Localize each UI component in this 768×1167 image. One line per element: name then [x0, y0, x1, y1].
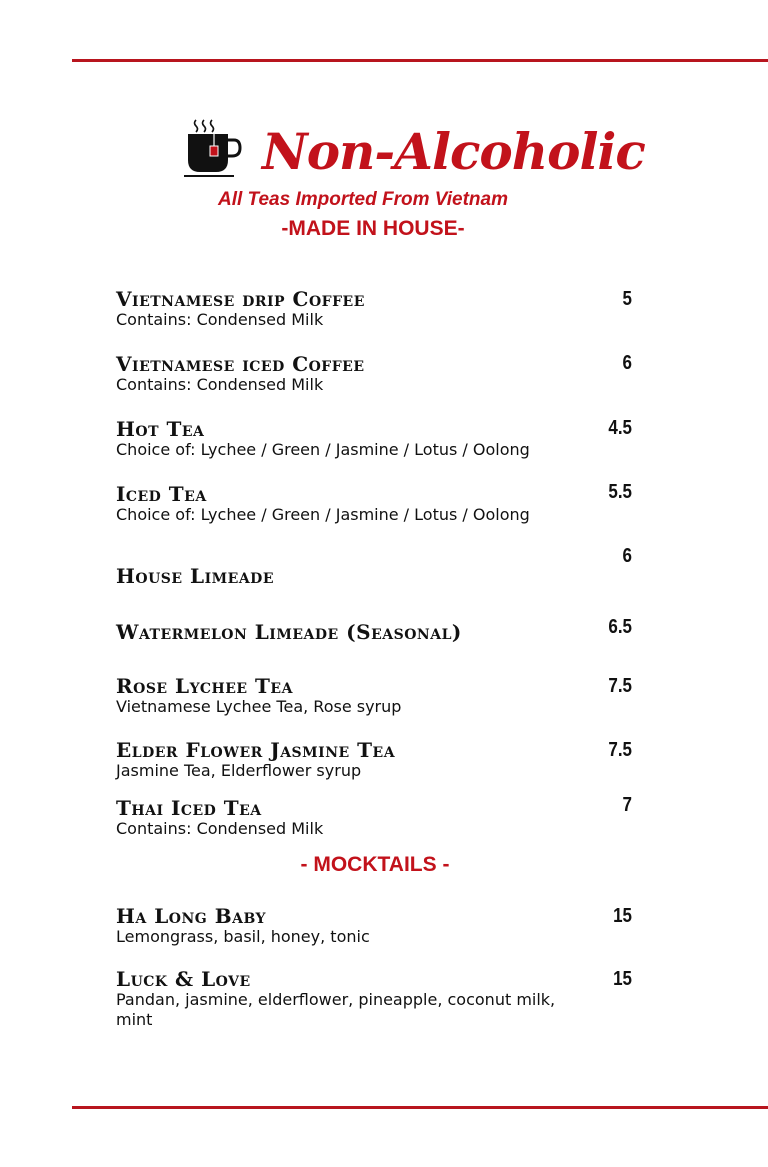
menu-item: [116, 968, 636, 1030]
menu-item: [116, 675, 636, 717]
item-name: Vietnamese drip Coffee: [116, 287, 365, 311]
menu-subtitle: All Teas Imported From Vietnam: [218, 189, 508, 210]
item-name: House Limeade: [116, 564, 274, 588]
item-name: Watermelon Limeade (Seasonal): [116, 620, 462, 644]
item-price: 4.5: [608, 417, 632, 439]
item-name: Thai Iced Tea: [116, 796, 262, 820]
item-price: 5.5: [608, 481, 632, 503]
item-price: 15: [613, 968, 632, 990]
menu-item: [116, 353, 636, 395]
item-price: 15: [613, 905, 632, 927]
item-price: 7.5: [608, 675, 632, 697]
menu-title: Non-Alcoholic: [262, 122, 645, 181]
item-price: 5: [622, 288, 632, 310]
item-name: Hot Tea: [116, 417, 205, 441]
made-in-house-label: -MADE IN HOUSE-: [281, 217, 465, 240]
item-name: Luck & Love: [116, 967, 251, 991]
tea-cup-icon: [184, 116, 244, 180]
menu-item: [116, 418, 636, 460]
item-description: Contains: Condensed Milk: [116, 375, 324, 394]
mocktails-heading: - MOCKTAILS -: [300, 853, 450, 876]
item-price: 6.5: [608, 616, 632, 638]
item-price: 6: [622, 545, 632, 567]
item-price: 6: [622, 352, 632, 374]
menu-item: [116, 288, 636, 330]
item-description: Vietnamese Lychee Tea, Rose syrup: [116, 697, 402, 716]
item-description: Contains: Condensed Milk: [116, 819, 324, 838]
item-name: Rose Lychee Tea: [116, 674, 293, 698]
item-price: 7.5: [608, 739, 632, 761]
item-name: Iced Tea: [116, 482, 207, 506]
menu-item: [116, 565, 636, 587]
item-name: Vietnamese iced Coffee: [116, 352, 365, 376]
item-description: Contains: Condensed Milk: [116, 310, 324, 329]
item-name: Ha Long Baby: [116, 904, 267, 928]
menu-item: [116, 483, 636, 525]
item-name: Elder Flower Jasmine Tea: [116, 738, 396, 762]
menu-item: [116, 739, 636, 781]
menu-item: [116, 905, 636, 947]
item-description: Choice of: Lychee / Green / Jasmine / Lotus / Oolong: [116, 440, 530, 459]
menu-item: [116, 797, 636, 839]
item-price: 7: [622, 794, 632, 816]
bottom-rule: [72, 1106, 768, 1109]
menu-item: [116, 621, 636, 643]
item-description: Lemongrass, basil, honey, tonic: [116, 927, 370, 946]
item-description: Pandan, jasmine, elderflower, pineapple, coconut milk, mint: [116, 990, 556, 1029]
item-description: Jasmine Tea, Elderflower syrup: [116, 761, 362, 780]
top-rule: [72, 59, 768, 62]
item-description: Choice of: Lychee / Green / Jasmine / Lotus / Oolong: [116, 505, 530, 524]
